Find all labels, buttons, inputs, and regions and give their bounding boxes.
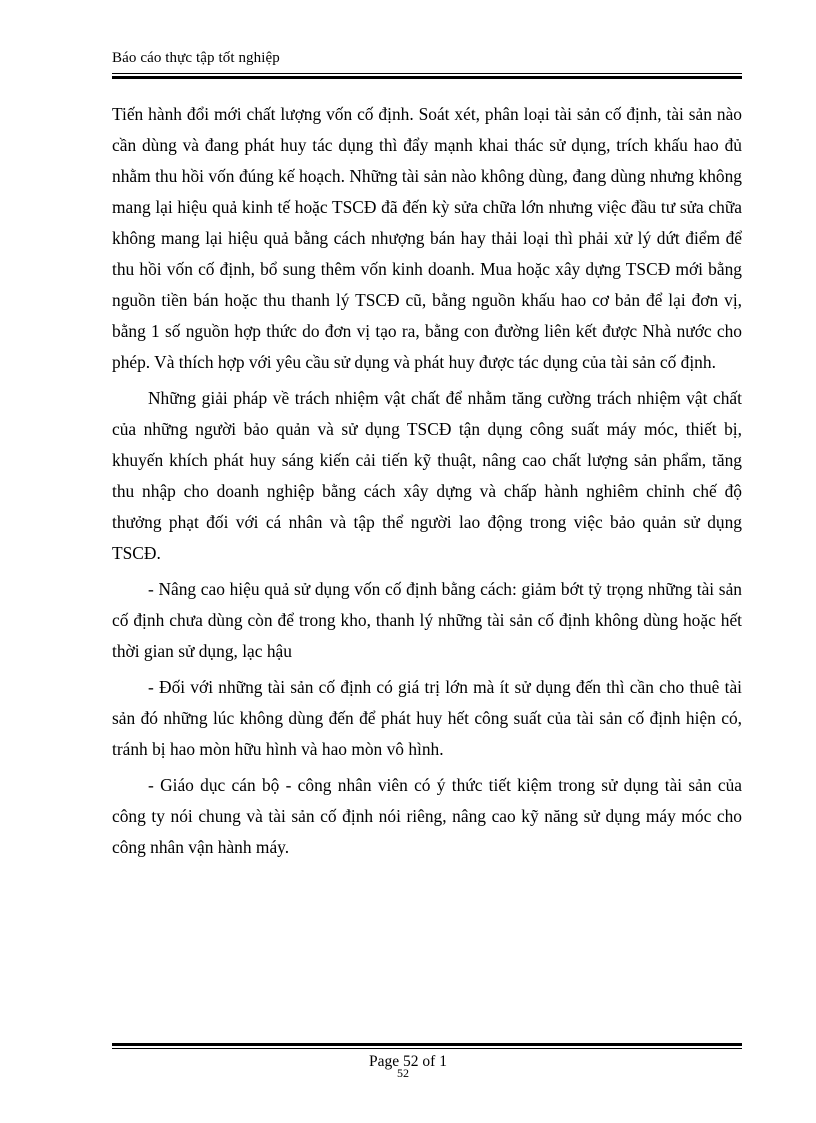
header-rule-thin [112,73,742,74]
paragraph-1: Tiến hành đổi mới chất lượng vốn cố định. Soát xét, phân loại tài sản cố định, tài sản nào cần dùng và đang phát huy tác dụng thì đẩy mạnh khai thác sử dụng, trích khấu hao đủ nhằm thu hồi vốn đúng kế hoạch. Những tài sản nào không dùng, đang dùng nhưng không mang lại hiệu quả kinh tế hoặc TSCĐ đã đến kỳ sửa chữa lớn nhưng việc đầu tư sửa chữa không mang lại hiệu quả bằng cách nhượng bán hay thải loại thì phải xử lý dứt điểm để thu hồi vốn cố định, bổ sung thêm vốn kinh doanh. Mua hoặc xây dựng TSCĐ mới bằng nguồn tiền bán hoặc thu thanh lý TSCĐ cũ, bằng nguồn khấu hao cơ bản để lại đơn vị, bằng 1 số nguồn hợp thức do đơn vị tạo ra, bằng con đường liên kết được Nhà nước cho phép. Và thích hợp với yêu cầu sử dụng và phát huy được tác dụng của tài sản cố định. [112,104,742,372]
paragraph-3: - Nâng cao hiệu quả sử dụng vốn cố định bằng cách: giảm bớt tỷ trọng những tài sản cố định chưa dùng còn để trong kho, thanh lý những tài sản cố định không dùng hoặc hết thời gian sử dụng, lạc hậu [112,579,742,661]
paragraph-5: - Giáo dục cán bộ - công nhân viên có ý thức tiết kiệm trong sử dụng tài sản của công ty nói chung và tài sản cố định nói riêng, nâng cao kỹ năng sử dụng máy móc cho công nhân vận hành máy. [112,775,742,857]
footer-rule-thin [112,1048,742,1049]
page-number-label: Page 52 of 1 [369,1053,447,1070]
footer-rule-thick [112,1043,742,1046]
paragraph-4: - Đối với những tài sản cố định có giá trị lớn mà ít sử dụng đến thì cần cho thuê tài sản đó những lúc không dùng đến để phát huy hết công suất của tài sản cố định hiện có, tránh bị hao mòn hữu hình và hao mòn vô hình. [112,677,742,759]
document-body [112,99,742,863]
header-title: Báo cáo thực tập tốt nghiệp [112,50,280,66]
paragraph-2: Những giải pháp về trách nhiệm vật chất để nhằm tăng cường trách nhiệm vật chất của những người bảo quản và sử dụng TSCĐ tận dụng công suất máy móc, thiết bị, khuyến khích phát huy sáng kiến cải tiến kỹ thuật, nâng cao chất lượng sản phẩm, tăng thu nhập cho doanh nghiệp bằng cách xây dựng và chấp hành nghiêm chỉnh chế độ thưởng phạt đối với cá nhân và tập thể người lao động trong việc bảo quản sử dụng TSCĐ. [112,388,742,563]
header-rule-thick [112,76,742,79]
page-number-overlay: 52 [397,1066,409,1080]
